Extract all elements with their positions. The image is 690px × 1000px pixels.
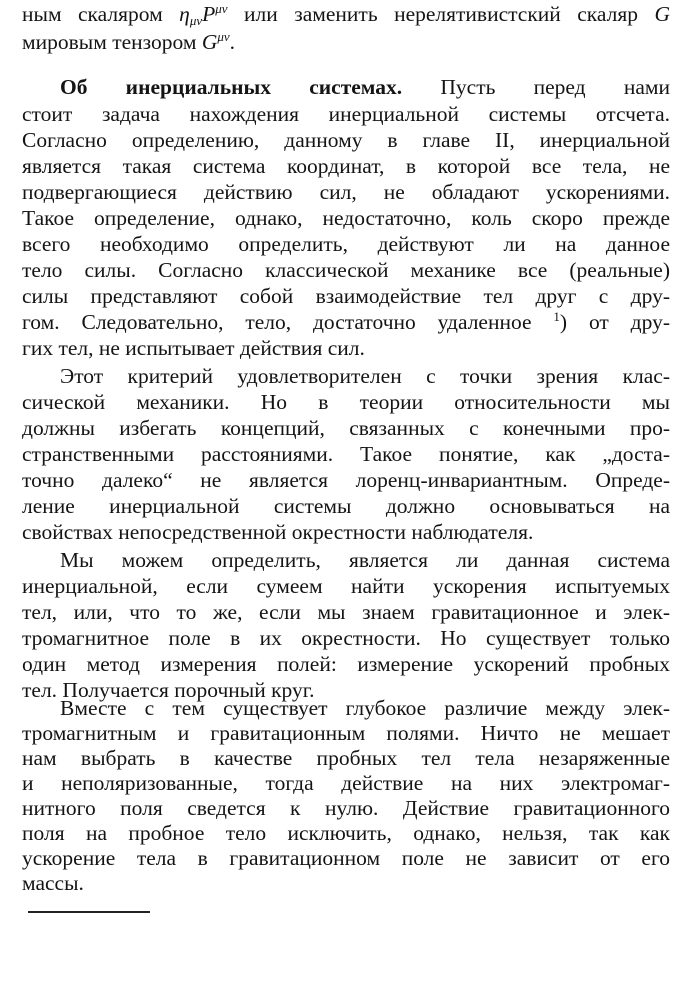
paragraph-3-line: Вместе с тем существует глубокое различие между элек- (60, 696, 670, 720)
paragraph-1-line: должны избегать концепций, связанных с конечными про- (22, 416, 670, 440)
text-line: является такая система координат, в которой все тела, не (22, 154, 670, 178)
paragraph-1-line: ление инерциальной системы должно основываться на (22, 494, 670, 518)
g-scalar-symbol: G (654, 2, 670, 26)
paragraph-2-line: тел, или, что то же, если мы знаем гравитационное и элек- (22, 600, 670, 624)
paragraph-2-line: инерциальной, если сумеем найти ускорения испытуемых (22, 574, 670, 598)
paragraph-3-line: нитного поля сведется к нулю. Действие гравитационного (22, 796, 670, 820)
text-line: тело силы. Согласно классической механике все (реальные) (22, 258, 670, 282)
text-run: или заменить нерелятивистский скаляр (227, 2, 655, 26)
paragraph-2-line: один метод измерения полей: измерение ускорений пробных (22, 652, 670, 676)
text-line: подвергающиеся действию сил, не обладают ускорениями. (22, 180, 670, 204)
footnote-line (22, 919, 670, 944)
footnote-line (22, 944, 670, 969)
p-tensor-symbol: $P^{\mu\nu}$ (202, 1, 228, 26)
paragraph-1-line: странственными расстояниями. Такое понятие, как „доста- (22, 442, 670, 466)
paragraph-3-line: поля на пробное тело исключить, однако, нельзя, так как (22, 821, 670, 845)
text-line: всего необходимо определить, действуют ли на данное (22, 232, 670, 256)
paragraph-3-line: ускорение тела в гравитационном поле не зависит от его (22, 846, 670, 870)
text-line: стоит задача нахождения инерциальной системы отсчета. (22, 102, 670, 126)
paragraph-1-line: точно далеко“ не является лоренц-инвариантным. Опреде- (22, 468, 670, 492)
footnote-reference: 1 (553, 309, 560, 324)
g-tensor-symbol: $G^{\mu\nu}$ (201, 29, 230, 54)
section-first-line (22, 75, 670, 100)
text-run: ным скаляром (22, 2, 180, 26)
text-line-with-footnote: гом. Следовательно, тело, достаточно удаленное $^1$) от дру- (22, 309, 670, 334)
eta-symbol: $\eta_{\mu\nu}$ (179, 2, 203, 28)
footnote-divider (28, 911, 150, 913)
section-heading: Об инерциальных системах. (60, 75, 403, 99)
paragraph-2-line: Мы можем определить, является ли данная система (60, 548, 670, 572)
paragraph-2-line: тел. Получается порочный круг. (22, 678, 315, 702)
intro-line-1 (22, 2, 670, 27)
text-run: мировым тензором (22, 30, 202, 54)
intro-line-2: мировым тензором $G^{\mu\nu}$. (22, 29, 236, 54)
footnote (22, 905, 670, 997)
text-line: Такое определение, однако, недостаточно, коль скоро прежде (22, 206, 670, 230)
paragraph-1-line: сической механики. Но в теории относительности мы (22, 390, 670, 414)
text-line: гих тел, не испытывает действия сил. (22, 336, 365, 360)
paragraph-3-line: тромагнитным и гравитационным полями. Ничто не мешает (22, 721, 670, 745)
paragraph-2-line: тромагнитное поле в их окрестности. Но существует только (22, 626, 670, 650)
paragraph-1-line: свойствах непосредственной окрестности наблюдателя. (22, 520, 534, 544)
paragraph-3-line: нам выбрать в качестве пробных тел тела незаряженные (22, 746, 670, 770)
paragraph-3-line: и неполяризованные, тогда действие на них электромаг- (22, 771, 670, 795)
footnote-line (22, 969, 670, 994)
paragraph-3-line: массы. (22, 871, 84, 895)
text-line: силы представляют собой взаимодействие тел друг с дру- (22, 284, 670, 308)
paragraph-1-line: Этот критерий удовлетворителен с точки зрения клас- (60, 364, 670, 388)
text-line: Согласно определению, данному в главе II, инерциальной (22, 128, 670, 152)
text-run: Пусть перед нами (402, 75, 670, 99)
